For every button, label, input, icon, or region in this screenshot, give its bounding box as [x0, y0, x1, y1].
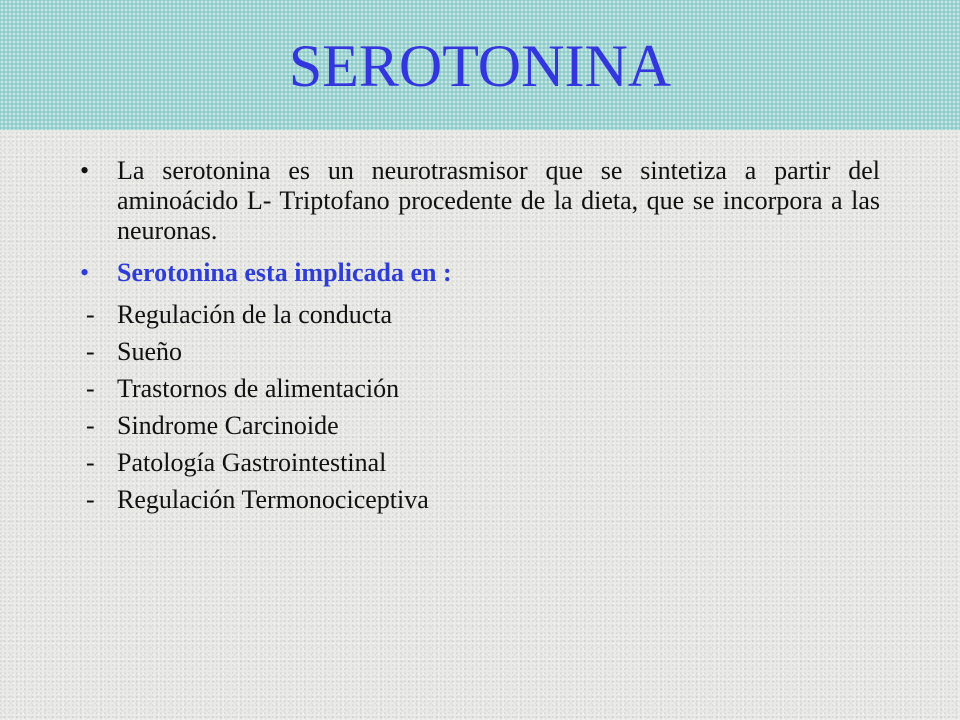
list-item-text: Regulación de la conducta	[117, 300, 393, 329]
implicated-heading	[80, 258, 880, 288]
list-item	[80, 444, 880, 481]
list-item-text: Patología Gastrointestinal	[117, 448, 387, 477]
list-item-text: Regulación Termonociceptiva	[117, 485, 429, 514]
bullet-icon: •	[80, 258, 90, 287]
list-item	[80, 370, 880, 407]
bullet-icon: •	[80, 156, 90, 185]
list-item	[80, 333, 880, 370]
intro-text: La serotonina es un neurotrasmisor que se sintetiza a partir del aminoácido L- Triptofano procedente de la dieta, que se incorpora a las neuronas.	[117, 156, 880, 245]
dash-marker: -	[86, 485, 95, 514]
list-item-text: Sindrome Carcinoide	[117, 411, 339, 440]
list-item	[80, 296, 880, 333]
dash-marker: -	[86, 300, 95, 329]
list-item	[80, 407, 880, 444]
intro-paragraph	[80, 156, 880, 246]
slide-title: SEROTONINA	[288, 33, 672, 99]
dash-marker: -	[86, 374, 95, 403]
list-item-text: Trastornos de alimentación	[117, 374, 400, 403]
heading-text: Serotonina esta implicada en :	[117, 258, 452, 287]
implications-list	[80, 296, 880, 518]
dash-marker: -	[86, 337, 95, 366]
list-item	[80, 481, 880, 518]
dash-marker: -	[86, 411, 95, 440]
slide-content	[80, 156, 880, 518]
dash-marker: -	[86, 448, 95, 477]
list-item-text: Sueño	[117, 337, 182, 366]
